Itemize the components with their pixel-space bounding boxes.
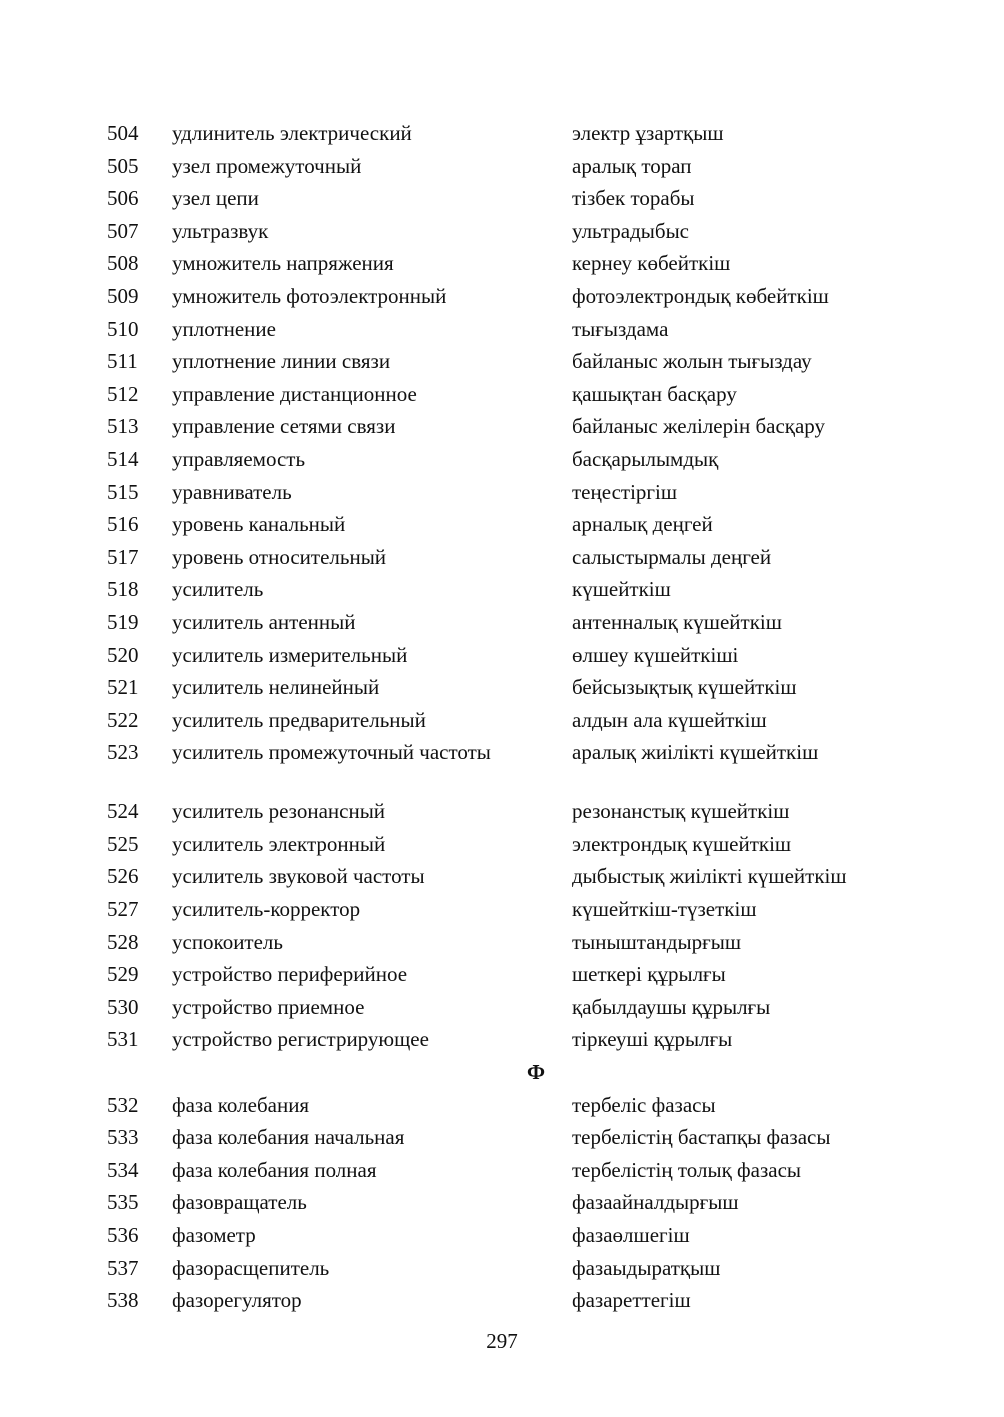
entry-number: 522 xyxy=(107,707,139,732)
entry-number: 508 xyxy=(107,251,139,276)
entry-kazakh-term: ультрадыбыс xyxy=(572,218,689,243)
entry-number: 507 xyxy=(107,218,139,243)
entry-russian-term: фазорасщепитель xyxy=(172,1255,330,1280)
entry-number: 534 xyxy=(107,1157,139,1182)
entry-russian-term: узел цепи xyxy=(172,186,259,211)
entry-row xyxy=(0,1219,1004,1252)
entry-russian-term: управляемость xyxy=(172,446,306,471)
entry-kazakh-term: қабылдаушы құрылғы xyxy=(572,994,771,1019)
entry-kazakh-term: фазареттегіш xyxy=(572,1288,691,1313)
entry-russian-term: усилитель антенный xyxy=(172,609,356,634)
entry-number: 538 xyxy=(107,1288,139,1313)
entry-row xyxy=(0,443,1004,476)
entry-number: 531 xyxy=(107,1027,139,1052)
entry-kazakh-term: шеткері құрылғы xyxy=(572,962,726,987)
entry-row xyxy=(0,828,1004,861)
entry-kazakh-term: тізбек торабы xyxy=(572,186,695,211)
entry-russian-term: фазометр xyxy=(172,1223,256,1247)
entry-russian-term: удлинитель электрический xyxy=(172,121,412,145)
entry-kazakh-term: бейсызықтық күшейткіш xyxy=(572,675,797,700)
entry-kazakh-term: электр ұзартқыш xyxy=(572,121,724,145)
entry-number: 511 xyxy=(107,349,138,374)
entry-row xyxy=(0,410,1004,443)
entry-russian-term: уравниватель xyxy=(172,479,292,504)
entry-row xyxy=(0,860,1004,893)
entry-russian-term: ультразвук xyxy=(172,218,269,243)
entry-russian-term: усилитель резонансный xyxy=(172,799,386,824)
entry-row xyxy=(0,476,1004,509)
entry-row xyxy=(0,117,1004,150)
entry-russian-term: усилитель промежуточный частоты xyxy=(172,740,491,765)
entry-number: 519 xyxy=(107,609,139,634)
entry-number: 524 xyxy=(107,799,139,824)
entry-row xyxy=(0,1154,1004,1187)
entry-number: 516 xyxy=(107,512,139,537)
entry-russian-term: фаза колебания начальная xyxy=(172,1125,405,1150)
entry-kazakh-term: резонанстық күшейткіш xyxy=(572,799,790,824)
entry-kazakh-term: тығыздама xyxy=(572,316,669,341)
entry-number: 520 xyxy=(107,642,139,667)
entry-russian-term: усилитель нелинейный xyxy=(172,675,380,700)
entry-number: 509 xyxy=(107,283,139,308)
entry-kazakh-term: байланыс желілерін басқару xyxy=(572,414,826,439)
entry-row xyxy=(0,958,1004,991)
entry-russian-term: усилитель-корректор xyxy=(172,897,361,922)
entry-row xyxy=(0,247,1004,280)
entry-row xyxy=(0,1089,1004,1122)
entry-row xyxy=(0,280,1004,313)
entry-number: 528 xyxy=(107,929,139,954)
entry-number: 529 xyxy=(107,962,139,987)
entry-row xyxy=(0,926,1004,959)
entry-row xyxy=(0,215,1004,248)
entries-list xyxy=(0,117,1004,1317)
entry-number: 525 xyxy=(107,831,139,856)
section-letter-heading: Ф xyxy=(527,1060,546,1085)
entry-kazakh-term: антенналық күшейткіш xyxy=(572,609,782,634)
entry-number: 533 xyxy=(107,1125,139,1150)
entry-kazakh-term: фазаайналдырғыш xyxy=(572,1190,739,1215)
entry-number: 512 xyxy=(107,381,139,406)
entry-number: 535 xyxy=(107,1190,139,1215)
entry-number: 527 xyxy=(107,897,139,922)
entry-row xyxy=(0,1121,1004,1154)
entry-russian-term: уровень канальный xyxy=(172,512,346,537)
entry-number: 532 xyxy=(107,1092,139,1117)
entry-row xyxy=(0,606,1004,639)
entry-row xyxy=(0,345,1004,378)
entry-number: 517 xyxy=(107,544,139,569)
entry-row xyxy=(0,1186,1004,1219)
entry-number: 514 xyxy=(107,446,139,471)
entry-row xyxy=(0,639,1004,672)
entry-russian-term: фазорегулятор xyxy=(172,1288,302,1313)
entry-kazakh-term: фазаыдыратқыш xyxy=(572,1255,721,1280)
entry-number: 506 xyxy=(107,186,139,211)
entry-kazakh-term: фазаөлшегіш xyxy=(572,1223,690,1247)
entry-number: 521 xyxy=(107,675,139,700)
entry-russian-term: усилитель xyxy=(172,577,264,602)
entry-russian-term: усилитель измерительный xyxy=(172,642,408,667)
entry-russian-term: умножитель напряжения xyxy=(172,251,394,276)
entry-kazakh-term: алдын ала күшейткіш xyxy=(572,707,767,732)
entry-number: 536 xyxy=(107,1223,139,1247)
entry-row xyxy=(0,541,1004,574)
entry-russian-term: устройство приемное xyxy=(172,994,365,1019)
entry-russian-term: фаза колебания полная xyxy=(172,1157,377,1182)
entry-row xyxy=(0,893,1004,926)
entry-number: 513 xyxy=(107,414,139,439)
entry-row xyxy=(0,1023,1004,1056)
entry-number: 526 xyxy=(107,864,139,889)
entry-russian-term: усилитель предварительный xyxy=(172,707,426,732)
entry-kazakh-term: тіркеуші құрылғы xyxy=(572,1027,733,1052)
entry-russian-term: фазовращатель xyxy=(172,1190,307,1215)
entry-row xyxy=(0,991,1004,1024)
entry-number: 505 xyxy=(107,153,139,178)
entry-row xyxy=(0,313,1004,346)
entry-kazakh-term: басқарылымдық xyxy=(572,446,719,471)
entry-row xyxy=(0,736,1004,795)
entry-number: 510 xyxy=(107,316,139,341)
entry-russian-term: умножитель фотоэлектронный xyxy=(172,283,447,308)
entry-russian-term: усилитель звуковой частоты xyxy=(172,864,425,889)
page-number: 297 xyxy=(486,1329,518,1353)
entry-kazakh-term: арналық деңгей xyxy=(572,512,713,537)
entry-row xyxy=(0,1284,1004,1317)
entry-kazakh-term: тербелістің бастапқы фазасы xyxy=(572,1125,831,1150)
entry-kazakh-term: тыныштандырғыш xyxy=(572,929,741,954)
entry-number: 530 xyxy=(107,994,139,1019)
entry-kazakh-term: күшейткіш xyxy=(572,577,671,602)
entry-kazakh-term: кернеу көбейткіш xyxy=(572,251,731,276)
entry-row xyxy=(0,1252,1004,1285)
entry-kazakh-term: өлшеу күшейткіші xyxy=(572,642,739,667)
entry-number: 518 xyxy=(107,577,139,602)
entry-kazakh-term: дыбыстық жиілікті күшейткіш xyxy=(572,864,847,889)
entry-kazakh-term: аралық жиілікті күшейткіш xyxy=(572,740,819,765)
entry-kazakh-term: фотоэлектрондық көбейткіш xyxy=(572,283,829,308)
entry-russian-term: устройство регистрирующее xyxy=(172,1027,429,1052)
entry-russian-term: устройство периферийное xyxy=(172,962,408,987)
entry-russian-term: фаза колебания xyxy=(172,1092,310,1117)
entry-number: 523 xyxy=(107,740,139,765)
entry-russian-term: усилитель электронный xyxy=(172,831,386,856)
entry-row xyxy=(0,182,1004,215)
entry-russian-term: узел промежуточный xyxy=(172,153,362,178)
entry-kazakh-term: күшейткіш-түзеткіш xyxy=(572,897,757,922)
entry-kazakh-term: салыстырмалы деңгей xyxy=(572,544,772,569)
entry-number: 515 xyxy=(107,479,139,504)
entry-kazakh-term: қашықтан басқару xyxy=(572,381,737,406)
entry-kazakh-term: теңестіргіш xyxy=(572,479,678,504)
entry-row xyxy=(0,150,1004,183)
entry-russian-term: уплотнение xyxy=(172,316,276,341)
entry-row xyxy=(0,704,1004,737)
entry-kazakh-term: аралық торап xyxy=(572,153,692,178)
entry-number: 504 xyxy=(107,121,139,145)
entry-russian-term: управление дистанционное xyxy=(172,381,417,406)
entry-kazakh-term: электрондық күшейткіш xyxy=(572,831,792,856)
entry-row xyxy=(0,671,1004,704)
entry-row xyxy=(0,795,1004,828)
entry-row xyxy=(0,508,1004,541)
entry-russian-term: управление сетями связи xyxy=(172,414,396,439)
entry-russian-term: уплотнение линии связи xyxy=(172,349,391,374)
entry-russian-term: успокоитель xyxy=(172,929,283,954)
entry-russian-term: уровень относительный xyxy=(172,544,387,569)
entry-kazakh-term: байланыс жолын тығыздау xyxy=(572,349,812,374)
entry-kazakh-term: тербелістің толық фазасы xyxy=(572,1157,802,1182)
entry-row xyxy=(0,378,1004,411)
entry-number: 537 xyxy=(107,1255,139,1280)
entry-kazakh-term: тербеліс фазасы xyxy=(572,1092,716,1117)
entry-row xyxy=(0,573,1004,606)
